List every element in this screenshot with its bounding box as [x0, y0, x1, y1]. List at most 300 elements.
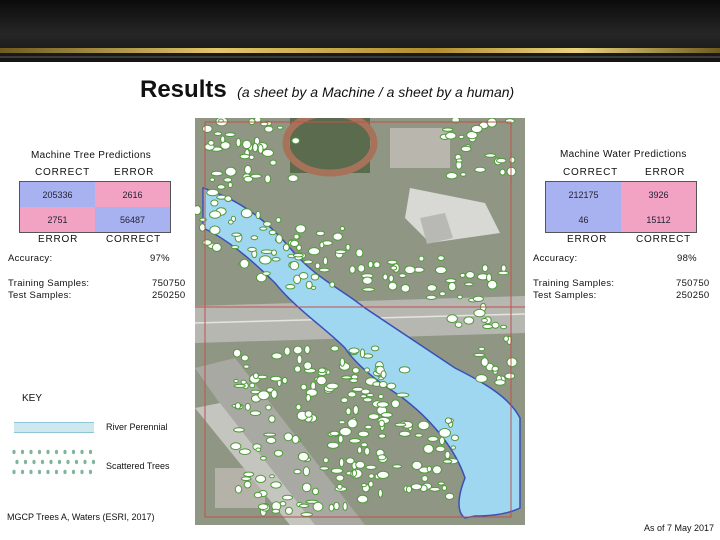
tree-prediction-blob [228, 182, 232, 187]
tree-prediction-blob [293, 254, 303, 257]
tree-prediction-blob [292, 435, 299, 443]
tree-prediction-blob [405, 266, 415, 274]
tree-prediction-blob [240, 154, 249, 159]
tree-prediction-blob [399, 431, 410, 436]
tree-prediction-blob [368, 261, 373, 268]
tree-prediction-blob [349, 348, 359, 353]
tree-prediction-blob [323, 257, 327, 265]
header-gold-stripe [0, 48, 720, 53]
tree-prediction-blob [418, 421, 429, 430]
tree-prediction-blob [461, 173, 466, 177]
tree-prediction-blob [350, 266, 356, 273]
water-cell-tp: 212175 [546, 182, 621, 207]
water-row-correct: CORRECT [636, 234, 692, 245]
tree-row-correct: CORRECT [106, 234, 162, 245]
tree-prediction-blob [436, 446, 445, 451]
tree-prediction-blob [211, 200, 218, 206]
tree-prediction-blob [348, 419, 358, 428]
tree-symbol-dot [41, 460, 44, 464]
tree-prediction-blob [285, 507, 292, 514]
tree-prediction-blob [397, 393, 409, 397]
tree-prediction-blob [297, 355, 302, 364]
tree-prediction-blob [276, 235, 282, 244]
tree-prediction-blob [399, 274, 406, 278]
tree-prediction-blob [433, 466, 442, 474]
tree-prediction-blob [296, 404, 301, 410]
tree-prediction-blob [331, 346, 339, 351]
tree-prediction-blob [362, 484, 367, 487]
tree-prediction-blob [358, 265, 365, 272]
tree-prediction-blob [266, 437, 275, 443]
tree-prediction-blob [212, 243, 221, 251]
tree-prediction-blob [315, 263, 320, 269]
tree-training-label: Training Samples: [8, 278, 90, 289]
tree-prediction-blob [497, 158, 506, 162]
tree-prediction-blob [389, 275, 394, 282]
water-training-label: Training Samples: [533, 278, 615, 289]
tree-prediction-blob [379, 420, 384, 427]
tree-prediction-blob [253, 373, 258, 379]
tree-prediction-blob [387, 383, 396, 389]
tree-prediction-blob [269, 416, 275, 423]
tree-prediction-blob [304, 260, 313, 264]
water-cell-fp: 3926 [621, 182, 696, 207]
tree-prediction-blob [217, 185, 225, 189]
tree-prediction-blob [276, 218, 281, 223]
tree-training-value: 750750 [152, 278, 186, 289]
trees-legend-swatch [10, 447, 100, 479]
tree-accuracy-label: Accuracy: [8, 253, 53, 264]
tree-prediction-blob [501, 265, 506, 272]
tree-prediction-blob [233, 349, 240, 357]
tree-prediction-blob [426, 295, 436, 299]
tree-prediction-blob [378, 489, 382, 497]
tree-col-correct: CORRECT [35, 167, 91, 178]
tree-symbol-dot [66, 460, 69, 464]
tree-prediction-blob [440, 292, 446, 296]
tree-prediction-blob [505, 119, 514, 124]
tree-prediction-blob [305, 411, 312, 418]
tree-prediction-blob [383, 274, 388, 280]
tree-prediction-blob [224, 178, 232, 182]
tree-prediction-blob [379, 434, 386, 438]
tree-prediction-blob [265, 126, 273, 132]
tree-prediction-blob [350, 379, 358, 383]
tree-prediction-blob [336, 475, 344, 481]
water-matrix-title: Machine Water Predictions [560, 149, 687, 160]
tree-prediction-blob [505, 373, 515, 379]
river-legend-swatch [14, 422, 94, 433]
tree-prediction-blob [327, 442, 338, 448]
tree-prediction-blob [333, 233, 342, 240]
tree-prediction-blob [451, 446, 455, 449]
tree-prediction-blob [214, 132, 222, 136]
tree-prediction-blob [232, 233, 241, 236]
tree-prediction-blob [442, 128, 453, 131]
tree-prediction-blob [261, 250, 272, 254]
tree-prediction-blob [340, 358, 344, 366]
tree-prediction-blob [343, 502, 347, 510]
tree-prediction-blob [258, 391, 269, 400]
tree-prediction-blob [440, 437, 445, 445]
tree-prediction-blob [361, 395, 367, 398]
water-cell-fn: 46 [546, 207, 621, 232]
tree-prediction-blob [243, 140, 251, 148]
tree-prediction-blob [352, 368, 359, 374]
tree-prediction-blob [458, 295, 463, 299]
tree-symbol-dot [75, 460, 78, 464]
title-main: Results [140, 76, 227, 103]
tree-prediction-blob [447, 315, 457, 323]
tree-prediction-blob [319, 368, 326, 373]
slide-title [140, 76, 514, 104]
tree-prediction-blob [304, 362, 312, 370]
tree-col-error: ERROR [114, 167, 155, 178]
data-source-caption: MGCP Trees A, Waters (ESRI, 2017) [7, 512, 155, 522]
tree-symbol-dot [29, 450, 32, 454]
water-confusion-matrix [545, 181, 697, 233]
tree-prediction-blob [446, 279, 456, 283]
tree-prediction-blob [331, 468, 342, 473]
tree-symbol-dot [55, 470, 58, 474]
tree-prediction-blob [482, 319, 488, 323]
tree-prediction-blob [339, 421, 345, 424]
tree-prediction-blob [254, 492, 261, 497]
tree-prediction-blob [352, 470, 356, 477]
tree-prediction-blob [504, 336, 509, 341]
tree-prediction-blob [241, 355, 248, 361]
tree-prediction-blob [248, 247, 257, 251]
tree-symbol-dot [89, 470, 92, 474]
tree-prediction-blob [449, 282, 456, 290]
tree-prediction-blob [498, 271, 509, 274]
tree-prediction-blob [481, 358, 488, 367]
tree-prediction-blob [334, 502, 339, 510]
tree-prediction-blob [435, 267, 446, 274]
tree-prediction-blob [471, 125, 482, 132]
tree-prediction-blob [474, 309, 485, 316]
tree-prediction-blob [284, 433, 292, 441]
tree-cell-tn: 56487 [95, 207, 170, 232]
tree-prediction-blob [221, 136, 225, 143]
tree-symbol-dot [55, 450, 58, 454]
tree-prediction-blob [235, 403, 240, 409]
tree-prediction-blob [245, 165, 252, 174]
tree-prediction-blob [311, 274, 319, 280]
tree-prediction-blob [211, 171, 222, 176]
tree-prediction-blob [388, 260, 397, 264]
tree-symbol-dot [46, 470, 49, 474]
tree-prediction-blob [427, 466, 431, 471]
tree-prediction-blob [274, 450, 282, 456]
tree-prediction-blob [411, 484, 421, 490]
tree-prediction-blob [256, 211, 260, 218]
tree-prediction-blob [295, 366, 301, 372]
tree-prediction-blob [482, 265, 488, 272]
tree-prediction-blob [443, 460, 452, 464]
tree-prediction-blob [203, 125, 213, 132]
tree-confusion-matrix [19, 181, 171, 233]
tree-prediction-blob [346, 458, 354, 464]
tree-symbol-dot [12, 470, 15, 474]
tree-prediction-blob [302, 483, 311, 492]
tree-prediction-blob [422, 476, 428, 482]
tree-prediction-blob [241, 209, 252, 218]
tree-prediction-blob [231, 246, 239, 249]
tree-prediction-blob [313, 502, 323, 511]
tree-prediction-blob [509, 157, 515, 163]
tree-prediction-blob [379, 382, 387, 388]
tree-prediction-blob [342, 376, 352, 379]
tree-prediction-blob [305, 346, 310, 354]
tree-prediction-blob [260, 227, 267, 230]
tree-prediction-blob [483, 324, 493, 328]
tree-prediction-blob [388, 282, 396, 290]
tree-prediction-blob [309, 248, 320, 255]
tree-prediction-blob [292, 138, 300, 144]
tree-prediction-blob [290, 261, 299, 269]
tree-prediction-blob [272, 250, 277, 255]
tree-prediction-blob [507, 358, 517, 367]
tree-prediction-blob [369, 481, 374, 487]
tree-prediction-blob [269, 230, 276, 234]
tree-prediction-blob [240, 259, 249, 268]
water-test-label: Test Samples: [533, 290, 597, 301]
tree-prediction-blob [330, 282, 335, 287]
water-col-error: ERROR [645, 167, 686, 178]
tree-prediction-blob [473, 296, 483, 301]
tree-prediction-blob [271, 390, 277, 398]
tree-prediction-blob [368, 414, 379, 420]
tree-prediction-blob [235, 486, 241, 494]
tree-prediction-blob [340, 428, 352, 436]
tree-prediction-blob [341, 398, 348, 403]
tree-prediction-blob [419, 256, 424, 261]
tree-prediction-blob [465, 283, 474, 286]
tree-prediction-blob [317, 376, 327, 385]
tree-symbol-dot [80, 450, 83, 454]
tree-prediction-blob [260, 457, 266, 461]
tree-symbol-dot [46, 450, 49, 454]
tree-prediction-blob [476, 375, 488, 383]
tree-prediction-blob [234, 428, 245, 432]
tree-prediction-blob [428, 436, 438, 441]
tree-prediction-blob [338, 435, 343, 443]
tree-prediction-blob [379, 395, 384, 399]
tree-symbol-dot [29, 470, 32, 474]
tree-prediction-blob [264, 433, 276, 436]
tree-symbol-dot [72, 450, 75, 454]
tree-symbol-dot [38, 470, 41, 474]
tree-prediction-blob [356, 461, 365, 468]
tree-prediction-blob [374, 262, 380, 268]
tree-prediction-blob [244, 472, 254, 476]
tree-prediction-blob [412, 461, 422, 469]
tree-prediction-blob [241, 477, 250, 481]
tree-prediction-blob [251, 174, 262, 178]
tree-prediction-blob [271, 376, 282, 381]
tree-prediction-blob [474, 353, 485, 356]
tree-prediction-blob [270, 475, 275, 478]
tree-prediction-blob [406, 486, 411, 493]
tree-symbol-dot [15, 460, 18, 464]
tree-prediction-blob [312, 286, 316, 289]
tree-prediction-blob [487, 274, 492, 282]
tree-prediction-blob [401, 285, 410, 293]
tree-prediction-blob [487, 118, 496, 127]
tree-prediction-blob [260, 256, 272, 264]
tree-prediction-blob [356, 249, 363, 257]
tree-prediction-blob [282, 378, 287, 384]
tree-prediction-blob [346, 408, 351, 415]
tree-prediction-blob [377, 471, 388, 478]
tree-prediction-blob [245, 403, 250, 410]
tree-prediction-blob [319, 268, 329, 272]
tree-prediction-blob [270, 160, 276, 165]
tree-prediction-blob [457, 159, 463, 162]
water-training-value: 750750 [676, 278, 710, 289]
tree-prediction-blob [301, 384, 307, 390]
tree-prediction-blob [283, 495, 293, 500]
tree-prediction-blob [327, 383, 339, 389]
tree-prediction-blob [349, 439, 360, 443]
tree-accuracy-value: 97% [150, 253, 170, 264]
tree-prediction-blob [371, 346, 378, 351]
tree-prediction-blob [236, 138, 241, 147]
date-caption: As of 7 May 2017 [643, 523, 714, 533]
title-subtitle: (a sheet by a Machine / a sheet by a human) [237, 84, 515, 100]
tree-prediction-blob [225, 196, 232, 202]
header-divider [0, 56, 720, 58]
key-title: KEY [22, 393, 43, 404]
tree-prediction-blob [262, 149, 273, 156]
parking-lot [390, 128, 450, 168]
tree-prediction-blob [445, 418, 451, 424]
tree-prediction-blob [296, 225, 306, 233]
tree-prediction-blob [231, 443, 241, 450]
water-test-value: 250250 [676, 290, 710, 301]
tree-prediction-blob [251, 236, 258, 240]
tree-prediction-blob [451, 435, 458, 441]
tree-prediction-blob [225, 133, 235, 137]
tree-symbol-dot [63, 470, 66, 474]
water-accuracy-label: Accuracy: [533, 253, 578, 264]
tree-prediction-blob [445, 493, 453, 499]
tree-prediction-blob [320, 242, 324, 248]
tree-prediction-blob [280, 501, 286, 506]
tree-prediction-blob [244, 365, 249, 368]
tree-prediction-blob [466, 272, 475, 279]
tree-symbol-dot [49, 460, 52, 464]
tree-prediction-blob [265, 175, 271, 183]
tree-prediction-blob [256, 448, 261, 451]
tree-prediction-blob [442, 486, 446, 491]
tree-prediction-blob [495, 380, 506, 385]
tree-prediction-blob [210, 226, 220, 234]
tree-prediction-blob [430, 487, 440, 491]
tree-prediction-blob [241, 380, 246, 384]
tree-prediction-blob [335, 250, 346, 254]
tree-prediction-blob [271, 482, 281, 488]
tree-prediction-blob [258, 504, 268, 510]
tree-symbol-dot [63, 450, 66, 454]
tree-prediction-blob [329, 504, 334, 511]
tree-prediction-blob [229, 220, 234, 224]
tree-symbol-dot [24, 460, 27, 464]
tree-prediction-blob [446, 173, 457, 179]
tree-row-error: ERROR [38, 234, 79, 245]
tree-prediction-blob [299, 504, 308, 507]
tree-prediction-blob [306, 394, 311, 401]
tree-prediction-blob [203, 240, 212, 245]
tree-prediction-blob [377, 402, 388, 407]
tree-prediction-blob [438, 256, 445, 261]
tree-symbol-dot [21, 450, 24, 454]
tree-symbol-dot [58, 460, 61, 464]
tree-prediction-blob [256, 475, 266, 482]
tree-prediction-blob [492, 366, 498, 371]
tree-prediction-blob [348, 392, 356, 397]
tree-prediction-blob [210, 211, 221, 218]
tree-prediction-blob [459, 135, 464, 138]
tree-symbol-dot [32, 460, 35, 464]
tree-prediction-blob [369, 474, 374, 478]
tree-prediction-blob [357, 495, 367, 503]
tree-prediction-blob [395, 423, 406, 426]
tree-prediction-blob [346, 244, 350, 250]
tree-prediction-blob [286, 285, 295, 289]
tree-prediction-blob [464, 317, 474, 324]
tree-prediction-blob [299, 273, 308, 280]
aerial-map[interactable] [195, 118, 525, 525]
tree-prediction-blob [244, 481, 251, 488]
water-accuracy-value: 98% [677, 253, 697, 264]
river-legend-label: River Perennial [106, 422, 168, 432]
water-row-error: ERROR [567, 234, 608, 245]
tree-prediction-blob [225, 167, 236, 176]
tree-prediction-blob [303, 467, 309, 476]
tree-symbol-dot [12, 450, 15, 454]
tree-prediction-blob [250, 411, 260, 416]
tree-prediction-blob [337, 484, 342, 489]
tree-prediction-blob [250, 383, 255, 388]
tree-prediction-blob [361, 443, 367, 447]
tree-prediction-blob [207, 189, 219, 195]
tree-prediction-blob [266, 405, 272, 410]
tree-prediction-blob [339, 458, 343, 466]
tree-symbol-dot [83, 460, 86, 464]
tree-prediction-blob [294, 234, 299, 239]
tree-prediction-blob [320, 467, 329, 470]
tree-prediction-blob [393, 465, 402, 468]
tree-prediction-blob [363, 288, 375, 292]
tree-prediction-blob [239, 449, 250, 455]
tree-prediction-blob [277, 126, 282, 129]
tree-prediction-blob [297, 245, 302, 250]
tree-prediction-blob [272, 258, 280, 262]
tree-prediction-blob [446, 132, 456, 139]
tree-prediction-blob [485, 154, 496, 157]
tree-prediction-blob [391, 266, 397, 270]
tree-prediction-blob [461, 146, 471, 151]
tree-prediction-blob [378, 455, 386, 460]
tree-prediction-blob [365, 368, 370, 372]
tree-prediction-blob [365, 448, 370, 456]
tree-cell-tp: 205336 [20, 182, 95, 207]
water-col-correct: CORRECT [563, 167, 619, 178]
tree-prediction-blob [208, 141, 214, 146]
tree-prediction-blob [358, 447, 362, 454]
